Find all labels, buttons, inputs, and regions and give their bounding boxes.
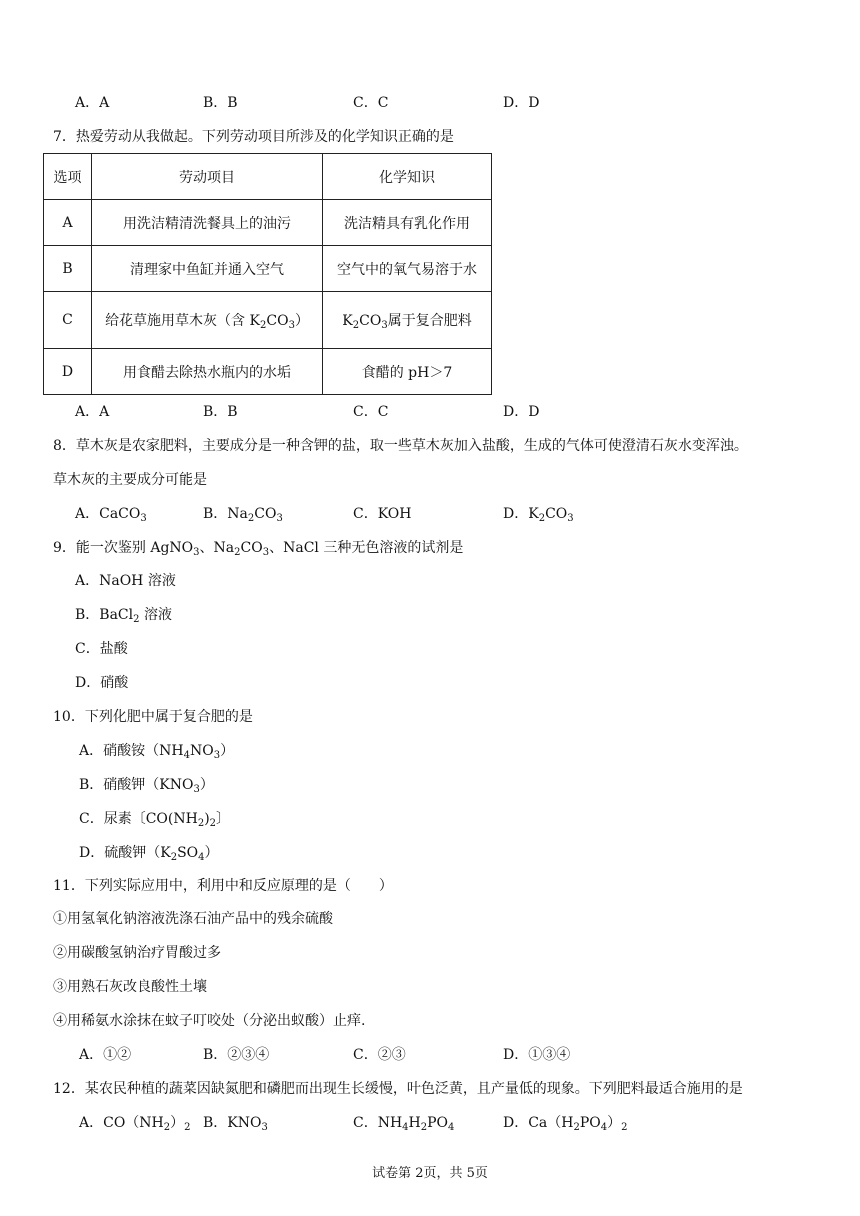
q7-option-d: D．D: [503, 404, 540, 420]
table-cell: 给花草施用草木灰（含 $K_2CO_3$）: [92, 292, 323, 349]
q10-option-c: C．尿素〔$CO(NH_2)_2$〕: [79, 811, 231, 829]
q8-stem-line1: 8．草木灰是农家肥料，主要成分是一种含钾的盐，取一些草木灰加入盐酸，生成的气体可使澄清石灰水变浑浊。: [53, 438, 748, 454]
q9-option-d: D．硝酸: [75, 675, 129, 691]
q10-stem: 10．下列化肥中属于复合肥的是: [53, 709, 253, 725]
table-header-cell: 选项: [44, 154, 92, 200]
q7-table: [43, 153, 492, 395]
q9-stem: 9．能一次鉴别 AgNO$_3$、$Na_2CO_3$、NaCl 三种无色溶液的试剂是: [53, 540, 464, 558]
q7-option-b: B．B: [203, 404, 238, 420]
table-row: [44, 292, 492, 349]
table-header-cell: 化学知识: [323, 154, 492, 200]
q12-option-c: C．$NH_4H_2PO_4$: [353, 1115, 455, 1133]
q12-option-a: A．$CO(NH_2)_2$: [79, 1115, 191, 1133]
q11-item-1: ①用氢氧化钠溶液洗涤石油产品中的残余硫酸: [53, 911, 333, 927]
table-row: [44, 154, 492, 200]
table-row: [44, 246, 492, 292]
table-header-cell: 劳动项目: [92, 154, 323, 200]
table-cell: 清理家中鱼缸并通入空气: [92, 246, 323, 292]
q6-option-b: B．B: [203, 95, 238, 111]
q11-option-a: A．①②: [79, 1047, 132, 1063]
q8-option-c: C．KOH: [353, 506, 412, 522]
q11-item-2: ②用碳酸氢钠治疗胃酸过多: [53, 945, 221, 961]
q11-option-c: C．②③: [353, 1047, 406, 1063]
q7-option-a: A．A: [75, 404, 110, 420]
q10-option-d: D．硫酸钾$(K_2SO_4)$: [79, 845, 219, 863]
q6-option-c: C．C: [353, 95, 389, 111]
q12-option-b: B．$KNO_3$: [203, 1115, 268, 1133]
q7-option-c: C．C: [353, 404, 389, 420]
table-row: [44, 200, 492, 246]
q8-stem-line2: 草木灰的主要成分可能是: [53, 472, 207, 488]
table-row: [44, 349, 492, 395]
table-cell: C: [44, 292, 92, 349]
q8-option-b: B．$Na_2CO_3$: [203, 506, 283, 524]
q10-option-a: A．硝酸铵$(NH_4NO_3)$: [79, 743, 235, 761]
table-cell: D: [44, 349, 92, 395]
table-cell: B: [44, 246, 92, 292]
q7-stem: 7．热爱劳动从我做起。下列劳动项目所涉及的化学知识正确的是: [53, 129, 454, 145]
table-cell: A: [44, 200, 92, 246]
q11-stem: 11．下列实际应用中，利用中和反应原理的是（ ）: [53, 878, 393, 894]
q10-option-b: B．硝酸钾$(KNO_3)$: [79, 777, 214, 795]
table-cell: $K_2CO_3$属于复合肥料: [323, 292, 492, 349]
q8-option-a: A．CaCO$_3$: [75, 506, 147, 524]
table-cell: 用洗洁精清洗餐具上的油污: [92, 200, 323, 246]
page-footer: 试卷第 2页，共 5页: [372, 1166, 488, 1181]
q12-stem: 12．某农民种植的蔬菜因缺氮肥和磷肥而出现生长缓慢，叶色泛黄，且产量低的现象。下列肥料最适合施用的是: [53, 1081, 743, 1097]
q8-option-d: D．$K_2CO_3$: [503, 506, 574, 524]
q11-item-3: ③用熟石灰改良酸性土壤: [53, 979, 207, 995]
q6-option-d: D．D: [503, 95, 540, 111]
table-cell: 空气中的氧气易溶于水: [323, 246, 492, 292]
table-cell: 食醋的 pH＞7: [323, 349, 492, 395]
q9-option-c: C．盐酸: [75, 641, 128, 657]
q11-option-b: B．②③④: [203, 1047, 270, 1063]
q11-item-4: ④用稀氨水涂抹在蚊子叮咬处（分泌出蚁酸）止痒.: [53, 1013, 366, 1029]
q11-option-d: D．①③④: [503, 1047, 571, 1063]
q6-option-a: A．A: [75, 95, 110, 111]
q12-option-d: D．$Ca(H_2PO_4)_2$: [503, 1115, 628, 1133]
q9-option-a: A．NaOH 溶液: [75, 573, 176, 589]
table-cell: 用食醋去除热水瓶内的水垢: [92, 349, 323, 395]
table-cell: 洗洁精具有乳化作用: [323, 200, 492, 246]
q9-option-b: B．BaCl$_2$ 溶液: [75, 607, 172, 625]
